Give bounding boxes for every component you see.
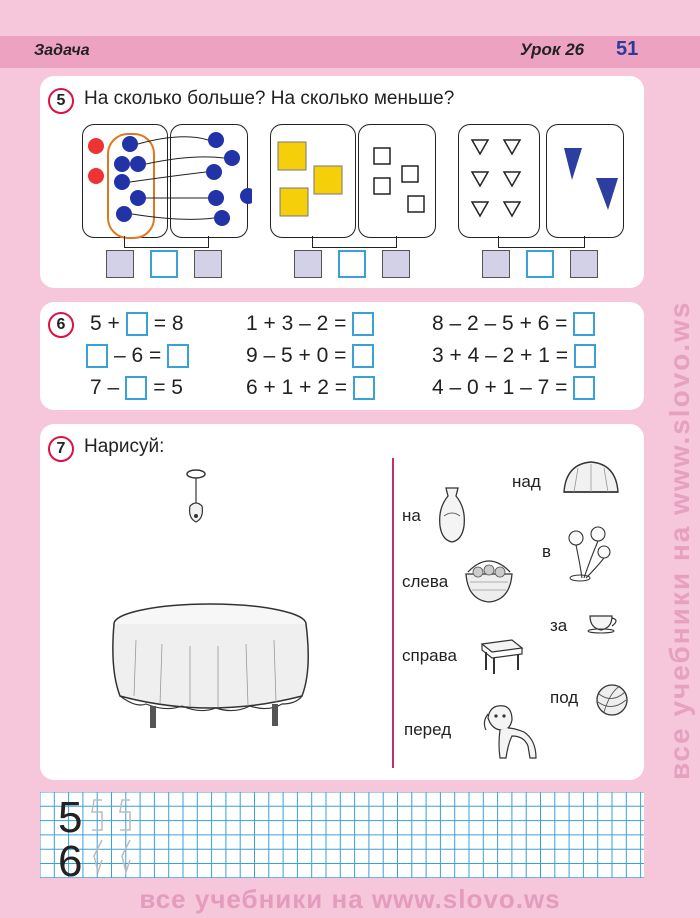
answer-input[interactable] bbox=[352, 312, 374, 336]
blue-dot bbox=[114, 174, 130, 190]
outline-triangle bbox=[472, 202, 488, 216]
blue-dot bbox=[224, 150, 240, 166]
yellow-square bbox=[278, 142, 306, 170]
ceiling-lamp-illustration bbox=[176, 468, 216, 528]
stool-illustration bbox=[476, 634, 526, 676]
red-dot bbox=[88, 168, 104, 184]
digit-six: 6 bbox=[58, 837, 83, 878]
equation-part: 1 + 3 – 2 = bbox=[246, 312, 347, 335]
equation bbox=[86, 344, 189, 368]
answer-box[interactable] bbox=[338, 250, 366, 278]
task7-divider bbox=[392, 458, 394, 768]
blue-triangle bbox=[596, 178, 618, 210]
basket-illustration bbox=[462, 552, 516, 604]
word-pered: перед bbox=[404, 720, 452, 739]
task5-title: На сколько больше? На сколько меньше? bbox=[84, 88, 455, 109]
flowers-illustration bbox=[560, 524, 620, 582]
answer-box-filled[interactable] bbox=[382, 250, 410, 278]
equation-part: = 5 bbox=[153, 376, 183, 399]
blue-dot bbox=[116, 206, 132, 222]
equation bbox=[90, 376, 183, 400]
answer-box-filled[interactable] bbox=[106, 250, 134, 278]
page-header bbox=[0, 36, 700, 68]
answer-input[interactable] bbox=[574, 344, 596, 368]
page-number: 51 bbox=[616, 38, 639, 60]
blue-dot bbox=[130, 190, 146, 206]
answer-box[interactable] bbox=[150, 250, 178, 278]
connector bbox=[396, 236, 397, 248]
answer-box-filled[interactable] bbox=[482, 250, 510, 278]
answer-box-filled[interactable] bbox=[194, 250, 222, 278]
answer-input[interactable] bbox=[352, 344, 374, 368]
section-label: Задача bbox=[34, 42, 90, 59]
triangles-illustration bbox=[458, 124, 628, 236]
answer-input[interactable] bbox=[167, 344, 189, 368]
connector bbox=[584, 236, 585, 248]
outline-square bbox=[374, 178, 390, 194]
equation-part: 7 – bbox=[90, 376, 120, 399]
task6-panel bbox=[40, 302, 644, 410]
equation-part: 3 + 4 – 2 + 1 = bbox=[432, 344, 569, 367]
word-na: на bbox=[402, 506, 421, 525]
blue-dot bbox=[240, 188, 252, 204]
answer-input[interactable] bbox=[126, 312, 148, 336]
outline-triangle bbox=[472, 172, 488, 186]
connector bbox=[208, 236, 209, 248]
blue-dot bbox=[206, 164, 222, 180]
word-sleva: слева bbox=[402, 572, 449, 591]
equation-part: 9 – 5 + 0 = bbox=[246, 344, 347, 367]
squares-illustration bbox=[270, 124, 440, 236]
task6-badge: 6 bbox=[48, 312, 74, 338]
yarn-ball-illustration bbox=[594, 682, 630, 718]
task5-panel bbox=[40, 76, 644, 288]
answer-input[interactable] bbox=[125, 376, 147, 400]
blue-dot bbox=[122, 136, 138, 152]
lampshade-illustration bbox=[558, 458, 624, 498]
equation bbox=[246, 376, 375, 400]
blue-dot bbox=[208, 132, 224, 148]
vase-illustration bbox=[434, 486, 470, 544]
outline-triangle bbox=[504, 140, 520, 154]
equation-part: 4 – 0 + 1 – 7 = bbox=[432, 376, 568, 399]
blue-dot bbox=[208, 190, 224, 206]
outline-triangle bbox=[504, 202, 520, 216]
outline-square bbox=[408, 196, 424, 212]
equation bbox=[246, 312, 374, 336]
red-dot bbox=[88, 138, 104, 154]
equation-part: 8 – 2 – 5 + 6 = bbox=[432, 312, 568, 335]
side-watermark: все учебники на www.slovo.ws bbox=[664, 300, 695, 780]
equation bbox=[432, 376, 595, 400]
word-pod: под bbox=[550, 688, 579, 707]
task7-title: Нарисуй: bbox=[84, 436, 165, 457]
outline-triangle bbox=[504, 172, 520, 186]
answer-input[interactable] bbox=[353, 376, 375, 400]
puppy-illustration bbox=[478, 700, 538, 764]
equation-part: – 6 = bbox=[114, 344, 162, 367]
outline-square bbox=[402, 166, 418, 182]
word-za: за bbox=[550, 616, 568, 635]
word-v: в bbox=[542, 542, 552, 561]
dots-illustration bbox=[82, 124, 252, 239]
answer-box-filled[interactable] bbox=[570, 250, 598, 278]
equation bbox=[90, 312, 184, 336]
equation bbox=[246, 344, 374, 368]
blue-dot bbox=[130, 156, 146, 172]
equation-part: 6 + 1 + 2 = bbox=[246, 376, 348, 399]
task7-badge: 7 bbox=[48, 436, 74, 462]
answer-input[interactable] bbox=[573, 312, 595, 336]
blue-dot bbox=[114, 156, 130, 172]
blue-dot bbox=[214, 210, 230, 226]
equation-part: = 8 bbox=[153, 312, 184, 335]
yellow-square bbox=[314, 166, 342, 194]
digit-five: 5 bbox=[58, 793, 83, 842]
outline-triangle bbox=[472, 140, 488, 154]
bottom-watermark: все учебники на www.slovo.ws bbox=[139, 884, 561, 914]
answer-box[interactable] bbox=[526, 250, 554, 278]
yellow-square bbox=[280, 188, 308, 216]
word-sprava: справа bbox=[402, 646, 457, 665]
answer-box-filled[interactable] bbox=[294, 250, 322, 278]
answer-input[interactable] bbox=[573, 376, 595, 400]
cup-illustration bbox=[584, 610, 622, 634]
word-nad: над bbox=[512, 472, 541, 491]
round-table-illustration bbox=[106, 600, 320, 738]
lesson-label: Урок 26 bbox=[520, 40, 585, 59]
task5-badge: 5 bbox=[48, 88, 74, 114]
writing-grid bbox=[40, 792, 644, 878]
equation bbox=[432, 344, 596, 368]
equation bbox=[432, 312, 595, 336]
blue-triangle bbox=[564, 148, 582, 180]
answer-input[interactable] bbox=[86, 344, 108, 368]
outline-square bbox=[374, 148, 390, 164]
equation-part: 5 + bbox=[90, 312, 120, 335]
task7-panel bbox=[40, 424, 644, 780]
